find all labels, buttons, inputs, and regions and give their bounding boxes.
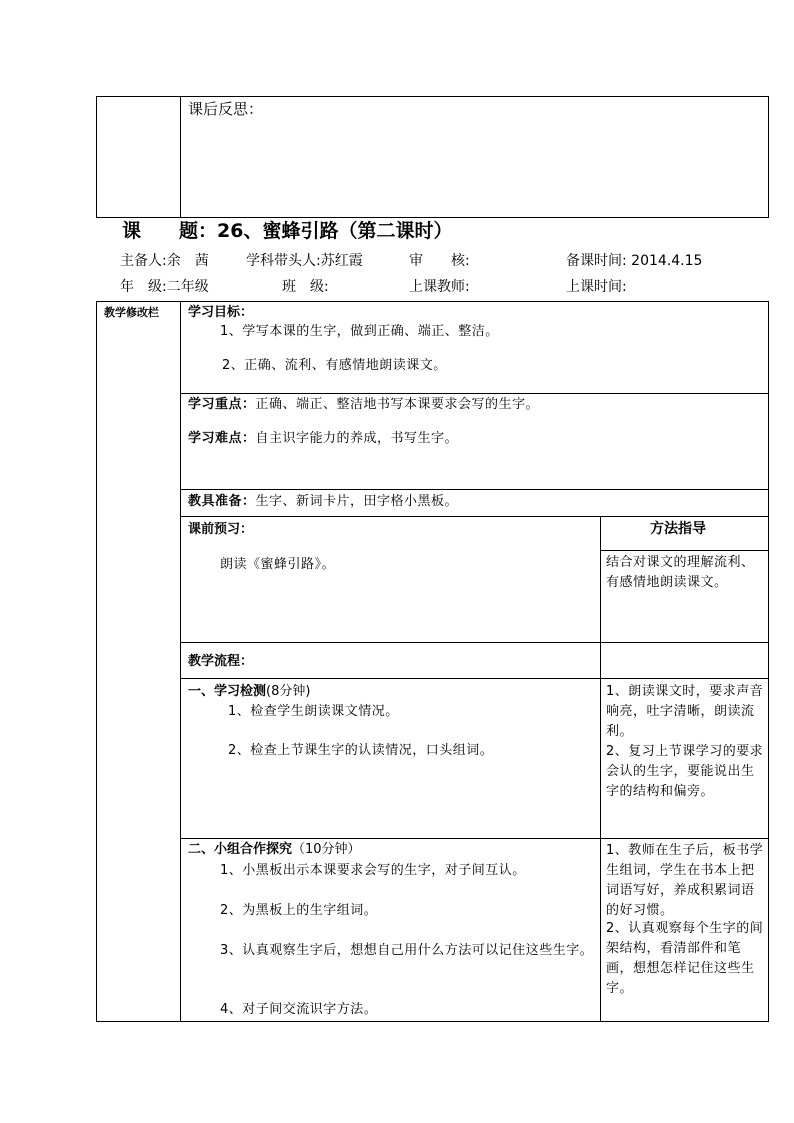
section2-title: 二、小组合作探究 [188, 842, 293, 857]
lesson-title-label: 课 题： [122, 220, 218, 242]
class-field: 班 级: [282, 279, 329, 295]
teacher-field: 上课教师: [409, 279, 470, 295]
difficulty-text: 自主识字能力的养成，书写生字。 [255, 431, 459, 446]
section1-method-1: 1、朗读课文时，要求声音响亮，吐字清晰，朗读流利。 [606, 684, 764, 739]
section1-method-2: 2、复习上节课学习的要求会认的生字，要能说出生字的结构和偏旁。 [606, 744, 764, 799]
section1-time: (8分钟) [266, 684, 311, 699]
materials-text: 生字、新词卡片，田字格小黑板。 [255, 494, 459, 509]
difficulty [188, 432, 458, 445]
preview-text: 朗读《蜜蜂引路》。 [220, 557, 336, 572]
objectives-title: 学习目标： [188, 305, 254, 320]
flow-label: 教学流程： [188, 654, 254, 669]
key-point-text: 正确、端正、整洁地书写本课要求会写的生字。 [255, 397, 540, 412]
difficulty-label: 学习难点： [188, 431, 256, 446]
section2-time: （10分钟） [292, 842, 361, 857]
section1-item-1: 1、检查学生朗读课文情况。 [228, 704, 399, 719]
side-label: 教学修改栏 [104, 306, 159, 319]
reviewer: 审 核: [409, 253, 470, 269]
row-line-objectives [180, 393, 769, 394]
reflection-label: 课后反思： [188, 100, 264, 118]
preparer: 主备人:余 茜 [120, 253, 209, 269]
class-time: 上课时间: [566, 279, 627, 295]
reflection-divider [180, 96, 181, 218]
preview-label: 课前预习： [188, 522, 254, 537]
materials-label: 教具准备： [188, 494, 256, 509]
lesson-title [122, 222, 452, 241]
subject-lead: 学科带头人:苏红霞 [246, 253, 363, 269]
row-line-method-header [600, 550, 769, 551]
row-line-preview [180, 642, 769, 643]
method-preview: 结合对课文的理解流利、有感情地朗读课文。 [606, 555, 755, 590]
row-line-materials [180, 516, 769, 517]
row-line-keypoints [180, 489, 769, 490]
materials [188, 495, 458, 508]
section1-title: 一、学习检测 [188, 684, 267, 699]
section2-item-1: 1、小黑板出示本课要求会写的生字，对子间互认。 [220, 863, 526, 878]
section2-method-1: 1、教师在生子后，板书学生组词，学生在书本上把词语写好，养成积累词语的好习惯。 [606, 843, 764, 918]
section1-item-2: 2、检查上节课生字的认读情况，口头组词。 [228, 743, 494, 758]
objective-item-2: 2、正确、流利、有感情地朗读课文。 [222, 358, 447, 373]
method-header: 方法指导 [650, 521, 706, 537]
section2-method-2: 2、认真观察每个生字的间架结构，看清部件和笔画，想想怎样记住这些生字。 [606, 921, 764, 996]
row-line-section1 [180, 838, 769, 839]
side-column-divider [180, 301, 181, 1022]
section2-item-4: 4、对子间交流识字方法。 [220, 1002, 378, 1017]
row-line-flow [180, 678, 769, 679]
section2-heading [188, 843, 361, 856]
section2-item-3: 3、认真观察生字后，想想自己用什么方法可以记住这些生字。 [220, 943, 594, 958]
method-column-divider [600, 516, 601, 1022]
section1-heading [188, 685, 310, 698]
key-point [188, 398, 539, 411]
grade: 年 级:二年级 [120, 279, 209, 295]
objective-item-1: 1、学写本课的生字，做到正确、端正、整洁。 [220, 324, 499, 339]
lesson-title-value: 26、蜜蜂引路（第二课时） [217, 220, 453, 242]
key-point-label: 学习重点： [188, 397, 256, 412]
section2-item-2: 2、为黑板上的生字组词。 [220, 903, 378, 918]
prep-time: 备课时间: 2014.4.15 [566, 253, 703, 269]
